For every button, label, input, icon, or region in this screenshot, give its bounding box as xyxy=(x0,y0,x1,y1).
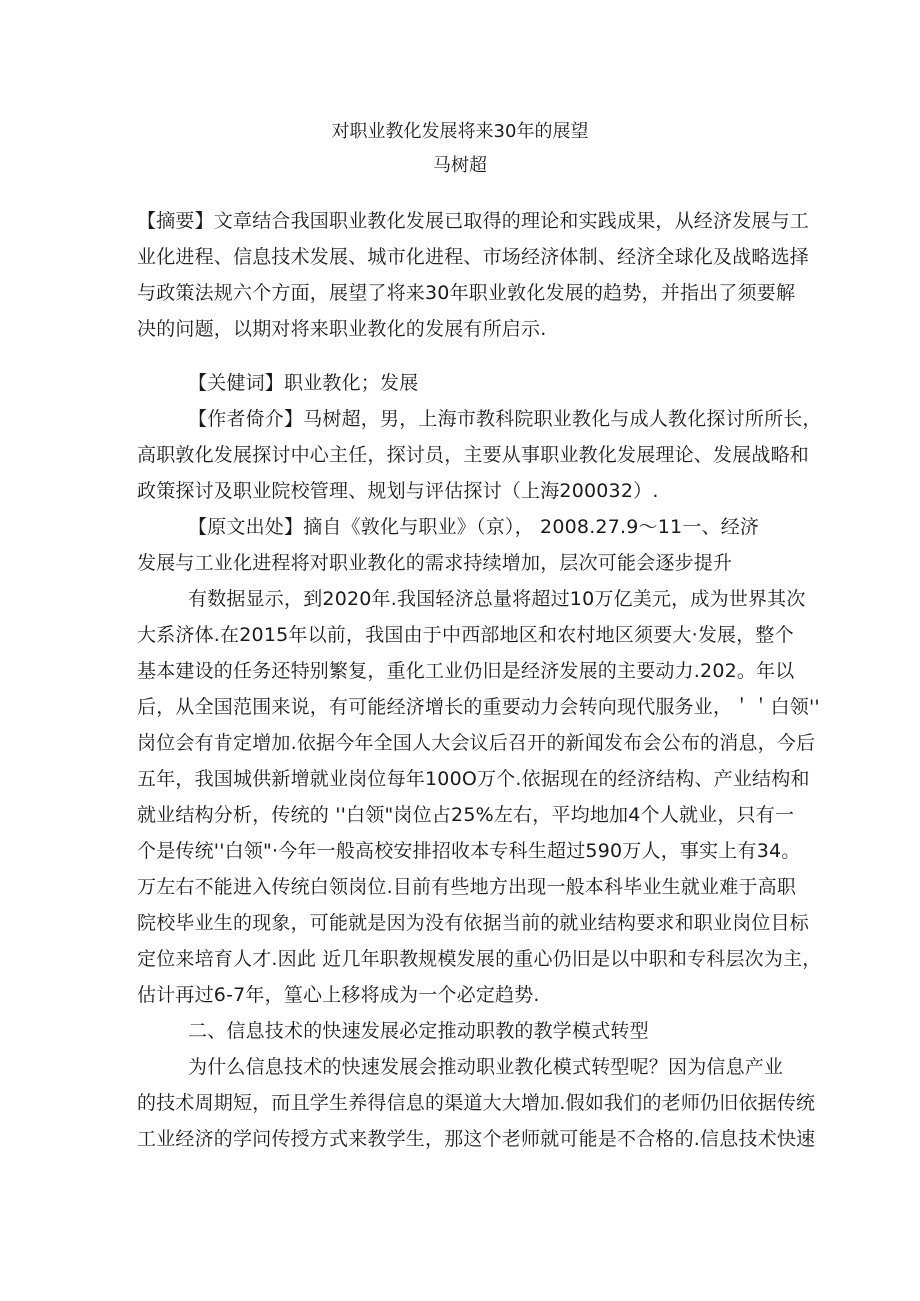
text-line: 【摘要】文章结合我国职业教化发展已取得的理论和实践成果，从经济发展与工 xyxy=(137,210,810,232)
text-line: 【作者倚介】马树超，男，上海市教科院职业教化与成人教化探讨所所长， xyxy=(188,408,822,430)
text-line: 有数据显示，到2020年.我国轻济总量将超过10万亿美元，成为世界其次 xyxy=(188,588,806,610)
text-line: 后，从全国范围来说，有可能经济增长的重要动力会转向现代服务业，＇＇白领'' xyxy=(137,696,820,718)
text-line: 基本建设的任务还特别繁复，重化工业仍旧是经济发展的主要动力.202。年以 xyxy=(137,660,795,682)
text-line: 【关健词】职业教化；发展 xyxy=(188,372,419,394)
text-line: 万左右不能进入传统白领岗位.目前有些地方出现一般本科毕业生就业难于高职 xyxy=(137,876,797,898)
text-line: 的技术周期短，而且学生养得信息的渠道大大增加.假如我们的老师仍旧依据传统 xyxy=(137,1092,816,1114)
text-line: 决的问题，以期对将来职业教化的发展有所启示. xyxy=(137,318,547,340)
text-line: 为什么信息技术的快速发展会推动职业教化模式转型呢？因为信息产业 xyxy=(188,1056,784,1078)
text-line: 院校毕业生的现象，可能就是因为没有依据当前的就业结构要求和职业岗位目标 xyxy=(137,912,810,934)
text-line: 就业结构分析，传统的 ''白领"岗位占25%左右，平均地加4个人就业，只有一 xyxy=(137,804,795,826)
section-heading: 二、信息技术的快速发展必定推动职教的教学模式转型 xyxy=(188,1020,649,1042)
text-line: 五年，我国城供新增就业岗位每年100O万个.依据现在的经济结构、产业结构和 xyxy=(137,768,810,790)
document-author: 马树超 xyxy=(433,155,487,176)
text-line: 工业经济的学问传授方式来教学生，那这个老师就可能是不合格的.信息技术快速 xyxy=(137,1128,816,1150)
text-line: 政策探讨及职业院校管理、规划与评估探讨（上海200032）. xyxy=(137,480,659,502)
text-line: 岗位会有肯定增加.依据今年全国人大会议后召开的新闻发布会公布的消息，今后 xyxy=(137,732,816,754)
document-title: 对职业教化发展将来30年的展望 xyxy=(331,121,589,142)
text-line: 高职敦化发展探讨中心主任，探讨员，主要从事职业教化发展理论、发展战略和 xyxy=(137,444,810,466)
text-line: 发展与工业化进程将对职业教化的需求持续增加，层次可能会逐步提升 xyxy=(137,552,733,574)
text-line: 与政策法规六个方面，展望了将来30年职业敦化发展的趋势，并指出了须要解 xyxy=(137,282,796,304)
text-line: 估计再过6-7年，篁心上移将成为一个必定趋势. xyxy=(137,984,540,1006)
text-line: 大系济体.在2015年以前，我国由于中西部地区和农村地区须要大·发展，整个 xyxy=(137,624,794,646)
text-line: 【原文出处】摘自《敦化与职业》（京）， 2008.27.9～11一、经济 xyxy=(188,516,760,538)
text-line: 个是传统''白领"·今年一般高校安排招收本专科生超过590万人，事实上有34。 xyxy=(137,840,801,862)
text-line: 定位来培育人才.因此 近几年职教规模发展的重心仍旧是以中职和专科层次为主， xyxy=(137,948,822,970)
text-line: 业化进程、信息技术发展、城市化进程、市场经济体制、经济全球化及战略选择 xyxy=(137,246,810,268)
